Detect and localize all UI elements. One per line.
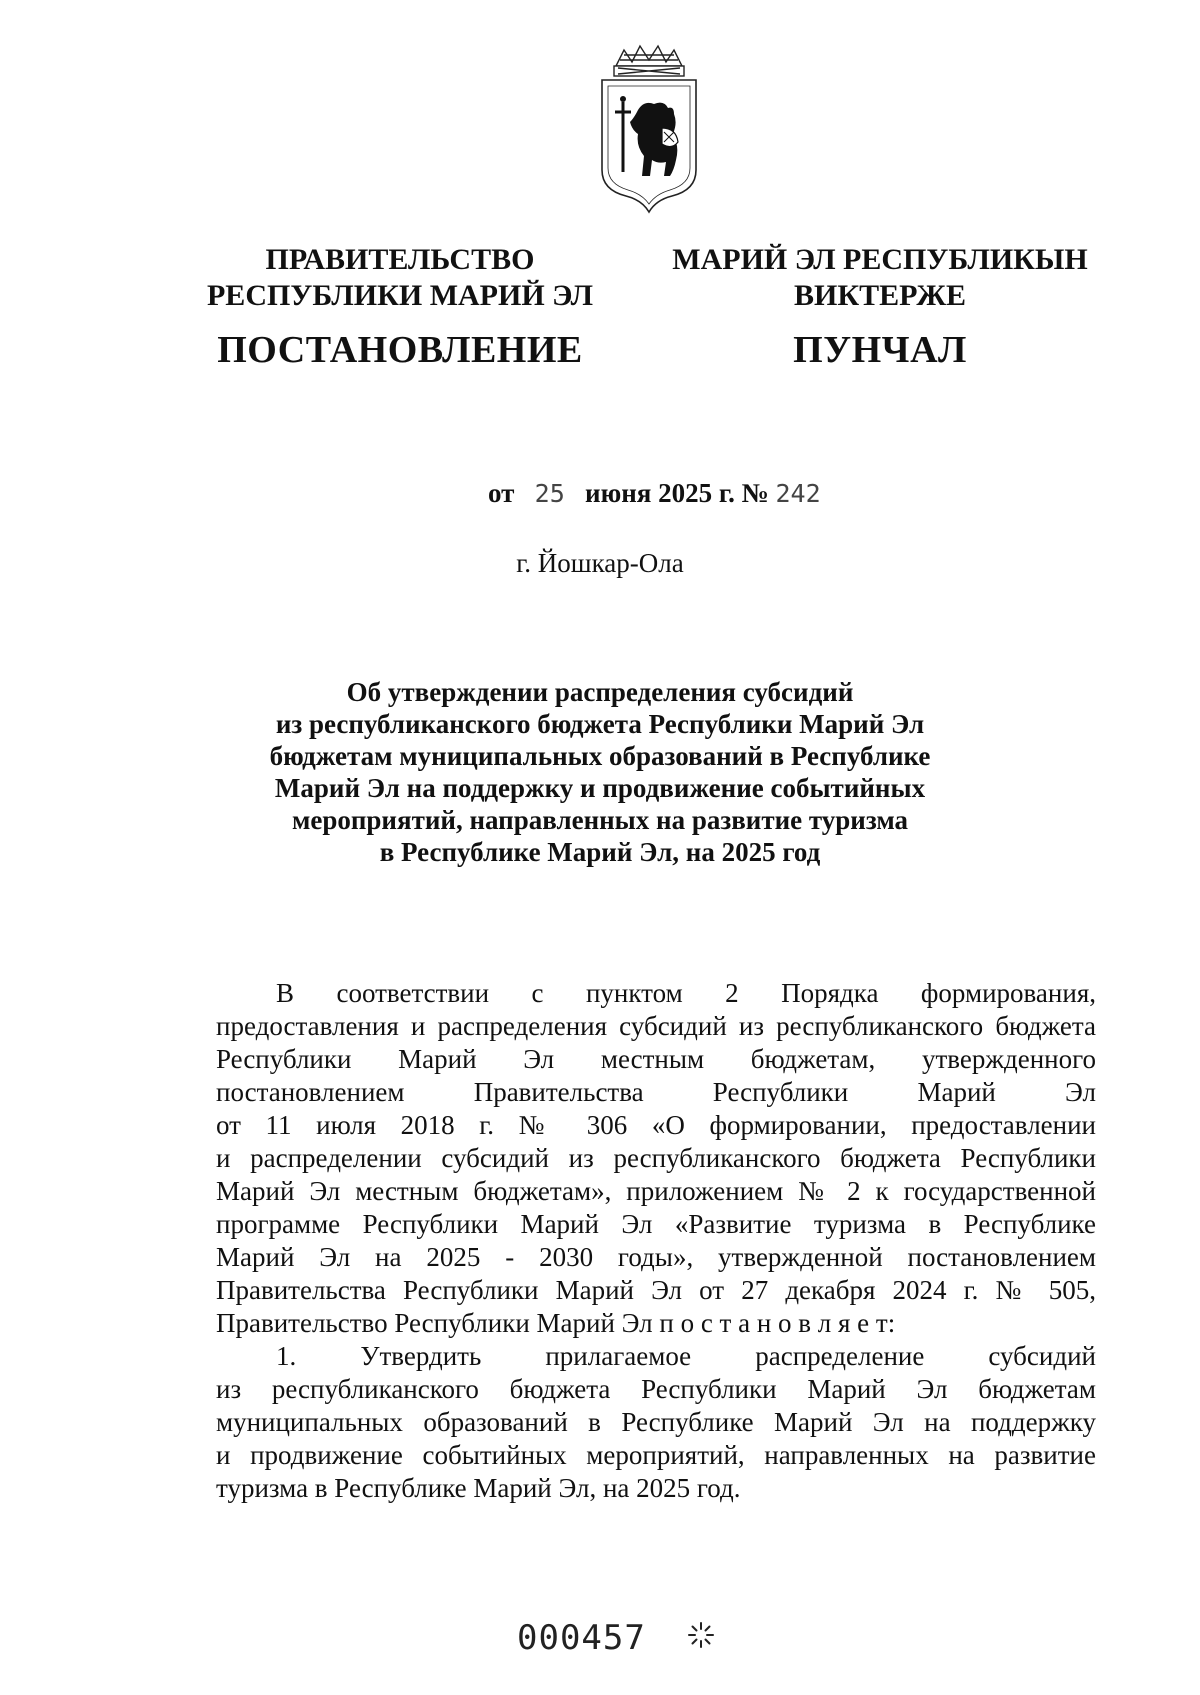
title-line: Марий Эл на поддержку и продвижение событийных [274,773,926,803]
body-line: 1. Утвердить прилагаемое распределение субсидий [276,1341,1096,1371]
body-line: и продвижение событийных мероприятий, направленных на развитие [216,1440,1096,1470]
header-left-line2: РЕСПУБЛИКИ МАРИЙ ЭЛ [206,279,593,312]
asterisk-mark-icon [686,1620,716,1650]
body-line: постановлением Правительства Республики Марий Эл [216,1077,1096,1107]
body-line: Республики Марий Эл местным бюджетам, утвержденного [216,1044,1096,1074]
body-line: и распределении субсидий из республиканского бюджета Республики [216,1143,1096,1173]
coat-of-arms-icon [594,44,704,216]
date-day: 25 [534,479,565,508]
body-line: из республиканского бюджета Республики Марий Эл бюджетам [216,1374,1096,1404]
body-line: Марий Эл на 2025 - 2030 годы», утвержденной постановлением [216,1242,1096,1272]
body-line: программе Республики Марий Эл «Развитие туризма в Республике [216,1209,1096,1239]
body-line: Правительства Республики Марий Эл от 27 декабря 2024 г. № 505, [216,1275,1096,1305]
title-line: в Республике Марий Эл, на 2025 год [379,837,821,867]
date-month-year: июня 2025 г. № [585,478,769,508]
header-right-line2: ВИКТЕРЖЕ [793,279,967,312]
header-right-doc-type: ПУНЧАЛ [793,329,967,371]
header-left-line1: ПРАВИТЕЛЬСТВО [265,243,535,276]
title-line: бюджетам муниципальных образований в Республике [269,741,931,771]
document-body [216,977,1096,1505]
body-line: предоставления и распределения субсидий из республиканского бюджета [216,1011,1096,1041]
header-right [660,242,1100,372]
body-line: муниципальных образований в Республике Марий Эл на поддержку [216,1407,1096,1437]
title-line: Об утверждении распределения субсидий [346,677,854,707]
document-number: 242 [775,479,821,508]
document-title [240,676,960,868]
body-line: Марий Эл местным бюджетам», приложением № 2 к государственной [216,1176,1096,1206]
date-prefix: от [488,478,515,508]
header-left-doc-type: ПОСТАНОВЛЕНИЕ [217,329,583,371]
body-line: туризма в Республике Марий Эл, на 2025 год. [216,1473,741,1503]
body-line: Правительство Республики Марий Эл п о с т а н о в л я е т: [216,1308,896,1338]
body-line: от 11 июля 2018 г. № 306 «О формировании, предоставлении [216,1110,1096,1140]
header-left [200,242,600,372]
title-line: мероприятий, направленных на развитие туризма [291,805,909,835]
document-city: г. Йошкар-Ола [516,548,684,578]
form-serial-number: 000457 [517,1618,646,1658]
body-line: В соответствии с пунктом 2 Порядка формирования, [276,978,1096,1008]
title-line: из республиканского бюджета Республики Марий Эл [275,709,925,739]
document-date [488,478,821,509]
header-right-line1: МАРИЙ ЭЛ РЕСПУБЛИКЫН [672,243,1088,276]
